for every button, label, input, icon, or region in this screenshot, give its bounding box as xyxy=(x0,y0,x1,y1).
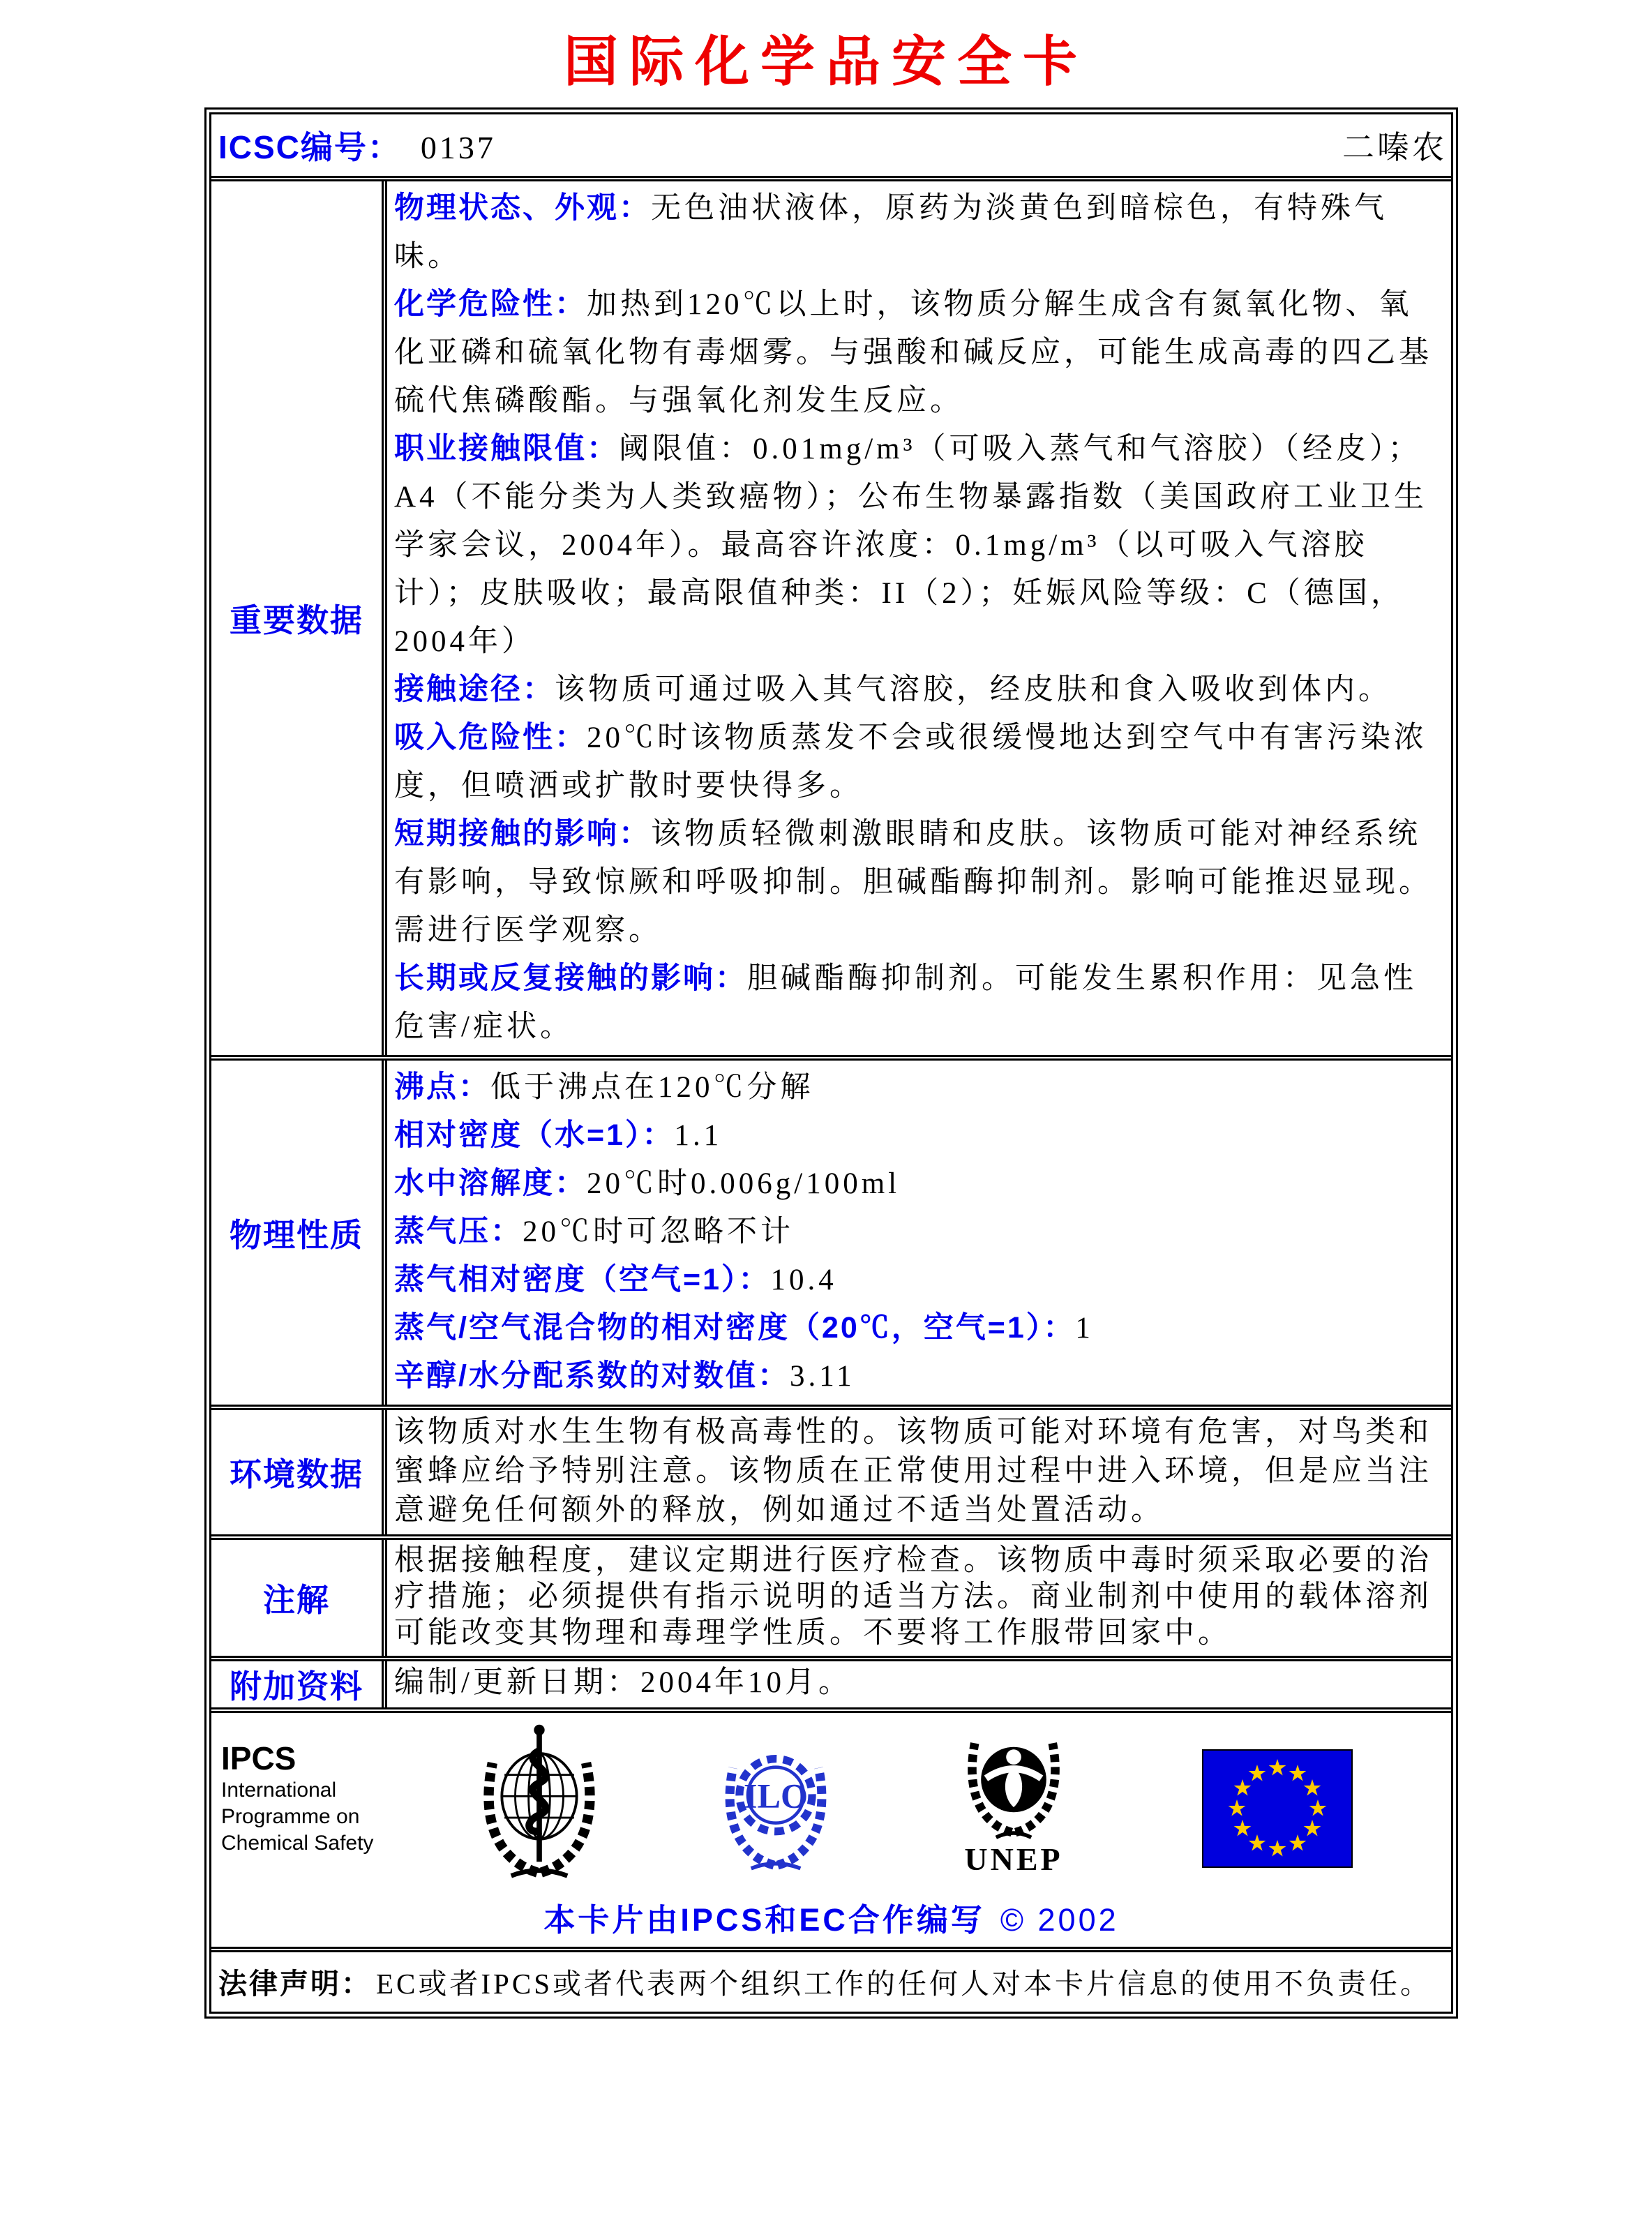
prop-vapor-pressure xyxy=(394,1208,1446,1256)
credit-line xyxy=(211,1894,1451,1940)
field-label: 长期或反复接触的影响： xyxy=(394,961,747,995)
field-value: 胆碱酯酶抑制剂。可能发生累积作用：见急性危害/症状。 xyxy=(394,962,1417,1043)
ipcs-line: Chemical Safety xyxy=(221,1832,374,1855)
field-inhalation-risk xyxy=(394,714,1446,810)
field-label: 吸入危险性： xyxy=(394,721,587,754)
prop-label: 水中溶解度： xyxy=(394,1167,587,1200)
notes-content xyxy=(387,1540,1451,1656)
field-label: 职业接触限值： xyxy=(394,432,619,465)
unep-letters: UNEP xyxy=(964,1841,1063,1877)
prop-value: 低于沸点在120℃分解 xyxy=(490,1071,814,1104)
field-occupational-limits xyxy=(394,425,1446,666)
section-important-data xyxy=(211,176,1451,1055)
logos-strip xyxy=(211,1719,1451,1887)
prop-value: 20℃时0.006g/100ml xyxy=(587,1167,901,1200)
section-label-text: 环境数据 xyxy=(230,1456,363,1492)
ipcs-name: IPCS xyxy=(221,1740,296,1776)
prop-vapor-density xyxy=(394,1256,1446,1304)
section-label-physical-properties xyxy=(211,1061,387,1405)
field-value: 该物质可通过吸入其气溶胶，经皮肤和食入吸收到体内。 xyxy=(555,673,1392,706)
field-label: 物理状态、外观： xyxy=(394,191,651,225)
prop-octanol-water-coefficient xyxy=(394,1352,1446,1400)
prop-value: 10.4 xyxy=(770,1264,837,1296)
field-label: 接触途径： xyxy=(394,673,555,706)
additional-info-content xyxy=(387,1661,1451,1707)
icsc-card-table xyxy=(204,107,1458,2019)
field-short-term-effects xyxy=(394,810,1446,955)
ipcs-line: International xyxy=(221,1779,337,1802)
section-label-additional-info xyxy=(211,1661,387,1707)
prop-water-solubility xyxy=(394,1160,1446,1208)
ipcs-block xyxy=(221,1739,373,1857)
section-label-text: 注解 xyxy=(263,1582,330,1618)
section-notes xyxy=(211,1534,1451,1656)
prop-vapor-air-mixture-density xyxy=(394,1304,1446,1352)
logos-row xyxy=(211,1707,1451,1947)
notes-text: 根据接触程度，建议定期进行医疗检查。该物质中毒时须采取必要的治疗措施；必须提供有指示说明的适当方法。商业制剂中使用的载体溶剂可能改变其物理和毒理学性质。不要将工作服带回家中。 xyxy=(394,1544,1432,1649)
prop-boiling-point xyxy=(394,1063,1446,1112)
field-value: 无色油状液体，原药为淡黄色到暗棕色，有特殊气味。 xyxy=(394,192,1388,273)
additional-info-text: 编制/更新日期：2004年10月。 xyxy=(394,1666,852,1699)
field-value: 该物质轻微刺激眼睛和皮肤。该物质可能对神经系统有影响，导致惊厥和呼吸抑制。胆碱酯酶抑制剂。影响可能推迟显现。需进行医学观察。 xyxy=(394,818,1432,947)
prop-label: 沸点： xyxy=(394,1070,490,1104)
icsc-header-row xyxy=(211,114,1451,176)
who-logo-icon xyxy=(472,1721,606,1882)
environmental-data-content xyxy=(387,1410,1451,1534)
unep-logo-icon xyxy=(951,1724,1076,1841)
field-exposure-routes xyxy=(394,666,1446,714)
prop-label: 蒸气压： xyxy=(394,1215,523,1248)
prop-value: 1 xyxy=(1075,1312,1094,1345)
section-environmental-data xyxy=(211,1405,1451,1534)
section-label-text: 物理性质 xyxy=(230,1216,363,1253)
field-physical-state xyxy=(394,184,1446,280)
credit-copyright: © 2002 xyxy=(1000,1902,1119,1938)
section-label-notes xyxy=(211,1540,387,1656)
section-label-text: 重要数据 xyxy=(230,602,363,638)
ilo-letters: ILO xyxy=(743,1776,809,1816)
icsc-number-group xyxy=(218,122,496,168)
chemical-name: 二嗪农 xyxy=(1342,130,1447,165)
prop-value: 20℃时可忽略不计 xyxy=(523,1215,794,1248)
icsc-number-value: 0137 xyxy=(420,130,496,165)
ilo-logo-icon xyxy=(711,1730,841,1873)
physical-properties-content xyxy=(387,1061,1451,1405)
field-chemical-danger xyxy=(394,280,1446,425)
legal-text: EC或者IPCS或者代表两个组织工作的任何人对本卡片信息的使用不负责任。 xyxy=(376,1968,1432,2000)
prop-relative-density xyxy=(394,1112,1446,1160)
prop-value: 3.11 xyxy=(789,1360,855,1393)
credit-text: 本卡片由IPCS和EC合作编写 xyxy=(543,1902,985,1938)
section-label-environmental-data xyxy=(211,1410,387,1534)
prop-label: 相对密度（水=1）： xyxy=(394,1118,675,1152)
section-additional-info xyxy=(211,1656,1451,1707)
prop-label: 辛醇/水分配系数的对数值： xyxy=(394,1359,790,1393)
field-label: 短期接触的影响： xyxy=(394,817,651,851)
field-value: 20℃时该物质蒸发不会或很缓慢地达到空气中有害污染浓度，但喷洒或扩散时要快得多。 xyxy=(394,721,1427,802)
icsc-number-label: ICSC编号： xyxy=(218,129,401,165)
field-value: 阈限值：0.01mg/m³（可吸入蒸气和气溶胶）（经皮）；A4（不能分类为人类致癌物）；公布生物暴露指数（美国政府工业卫生学家会议，2004年）。最高容许浓度：0.1mg/m³（以可吸入气溶胶计）；皮肤吸收；最高限值种类：II（2）；妊娠风险等级：C（德国，2004年） xyxy=(394,433,1428,658)
legal-row xyxy=(211,1947,1451,2012)
section-physical-properties xyxy=(211,1055,1451,1405)
unep-logo xyxy=(951,1724,1076,1878)
field-long-term-effects xyxy=(394,955,1446,1051)
ipcs-line: Programme on xyxy=(221,1805,360,1828)
section-label-important-data xyxy=(211,181,387,1055)
prop-value: 1.1 xyxy=(674,1119,723,1152)
page-title: 国际化学品安全卡 xyxy=(563,31,1088,92)
prop-label: 蒸气相对密度（空气=1）： xyxy=(394,1263,771,1296)
field-label: 化学危险性： xyxy=(394,287,587,321)
section-label-text: 附加资料 xyxy=(230,1668,363,1705)
important-data-content xyxy=(387,181,1451,1055)
eu-flag-icon xyxy=(1202,1749,1353,1868)
prop-label: 蒸气/空气混合物的相对密度（20℃，空气=1）： xyxy=(394,1311,1076,1345)
environmental-data-text: 该物质对水生生物有极高毒性的。该物质可能对环境有危害，对鸟类和蜜蜂应给予特别注意。该物质在正常使用过程中进入环境，但是应当注意避免任何额外的释放，例如通过不适当处置活动。 xyxy=(394,1416,1432,1527)
legal-label: 法律声明： xyxy=(218,1968,372,2000)
field-value: 加热到120℃以上时，该物质分解生成含有氮氧化物、氧化亚磷和硫氧化物有毒烟雾。与强酸和碱反应，可能生成高毒的四乙基硫代焦磷酸酯。与强氧化剂发生反应。 xyxy=(394,288,1432,417)
